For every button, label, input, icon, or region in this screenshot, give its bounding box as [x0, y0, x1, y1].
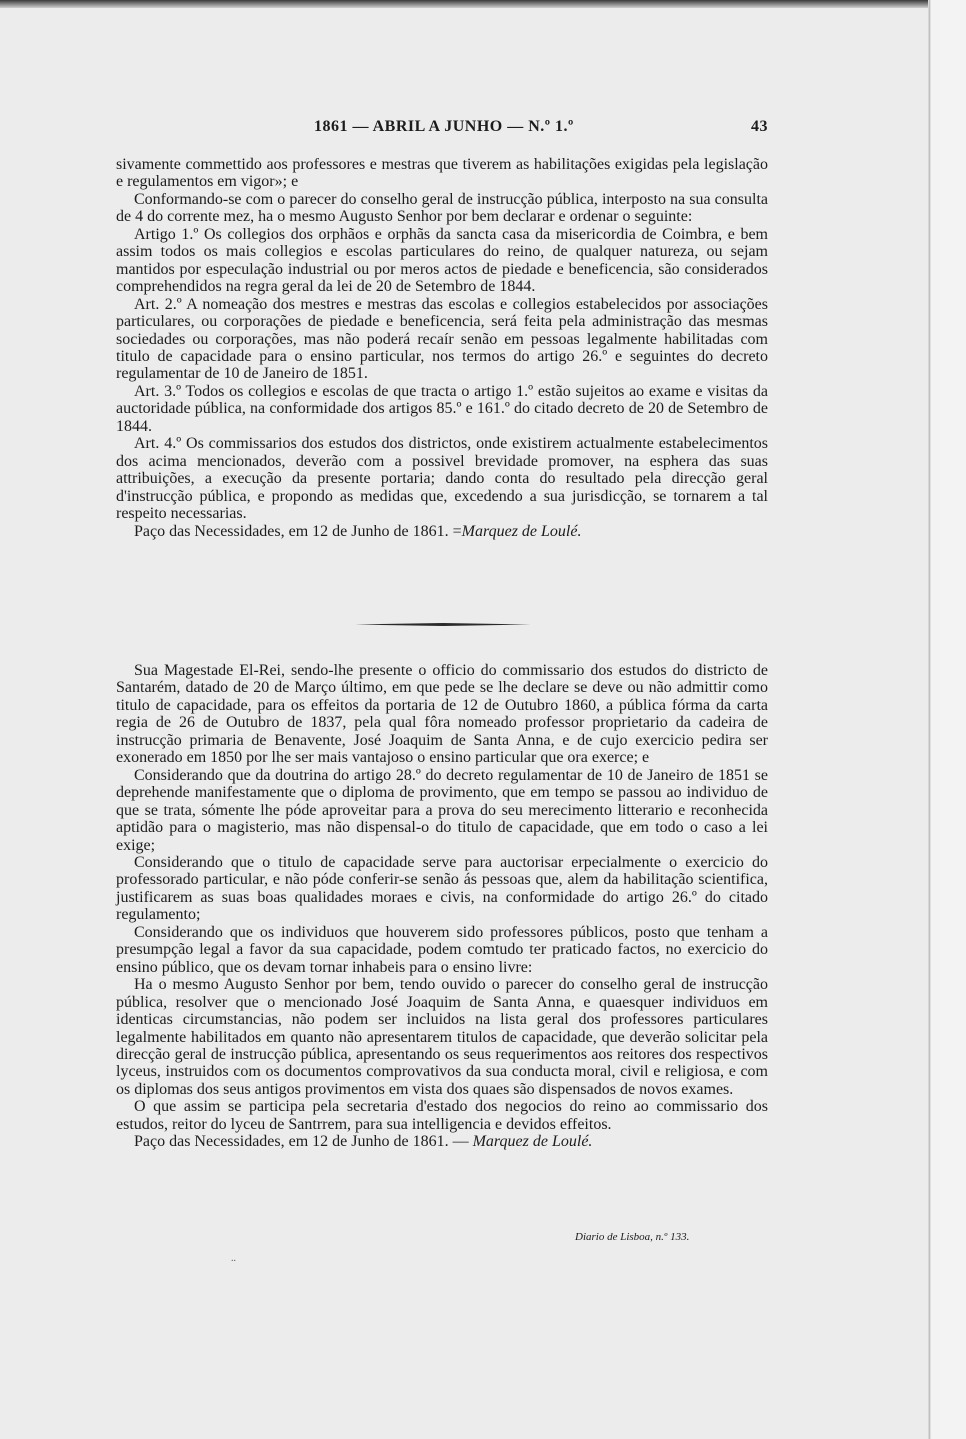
- marginal-mark: ..: [231, 1253, 236, 1264]
- paragraph: O que assim se participa pela secretaria d'estado dos negocios do reino ao commissario dos estudos, reitor do lyceu de Santrrem, para sua intelligencia e devidos effeitos.: [116, 1098, 768, 1133]
- signature: Marquez de Loulé.: [461, 522, 582, 540]
- paragraph: Art. 3.º Todos os collegios e escolas de que tracta o artigo 1.º estão sujeitos ao exame e visitas da auctoridade pública, na conformidade dos artigos 85.º e 161.º do citado decreto de 20 de Setembro de 1844.: [116, 382, 768, 435]
- page-margin-strip: [931, 0, 966, 1439]
- page-number: 43: [751, 118, 768, 135]
- page-header: [116, 118, 768, 142]
- running-title: 1861 — ABRIL A JUNHO — N.º 1.º: [314, 118, 574, 135]
- signature: Marquez de Loulé.: [472, 1133, 593, 1151]
- paragraph: Sua Magestade El-Rei, sendo-lhe presente o officio do commissario dos estudos do districto de Santarém, datado de 20 de Março último, em que pede se lhe declare se deve ou não admittir como titulo de capacidade, para os effeitos da portaria de 12 de Outubro 1860, a pública fórma da carta regia de 26 de Outubro de 1837, pela qual fôra nomeado professor proprietario da cadeira de instrucção primaria de Benavente, José Joaquim de Santa Anna, e de cujo exercicio pedira ser exonerado em 1850 por lhe ser mais vantajoso o ensino particular que ora exerce; e: [116, 662, 768, 767]
- paragraph: sivamente commettido aos professores e mestras que tiverem as habilitações exigidas pela legislação e regulamentos em vigor»; e: [116, 156, 768, 191]
- paragraph: Art. 4.º Os commissarios dos estudos dos districtos, onde existirem actualmente estabelecimentos dos acima mencionados, deverão com a possivel brevidade promover, na esphera das suas attribuições, a execução da presente portaria; dando conta do resultado pela direcção geral d'instrucção pública, e propondo as medidas que, excedendo a sua jurisdicção, se tornarem a tal respeito necessarias.: [116, 435, 768, 523]
- closing-line: [116, 523, 768, 540]
- closing-text: Paço das Necessidades, em 12 de Junho de 1861. =: [134, 522, 462, 540]
- page-top-edge: [0, 0, 966, 8]
- paragraph: Considerando que o titulo de capacidade serve para auctorisar erpecialmente o exercicio do professorado particular, e não póde conferir-se senão ás pessoas que, alem da habilitação scientifica, justificarem as suas boas qualidades moraes e civis, na conformidade do artigo 26.º do citado regulamento;: [116, 853, 768, 924]
- closing-line: [116, 1133, 768, 1150]
- closing-text: Paço das Necessidades, em 12 de Junho de 1861. —: [134, 1133, 469, 1151]
- portaria-section-2: [116, 662, 768, 1151]
- paragraph: Considerando que da doutrina do artigo 28.º do decreto regulamentar de 10 de Janeiro de 1851 se deprehende manifestamente que o diploma de provimento, que em tempo se passou ao individuo de que se trata, sómente lhe póde aproveitar para a prova do seu merecimento litterario e reconhecida aptidão para o magisterio, mas não dispensal-o do titulo de capacidade, que em todo o caso a lei exige;: [116, 766, 768, 854]
- section-divider: [355, 623, 531, 626]
- portaria-section-1: [116, 156, 768, 540]
- source-citation: Diario de Lisboa, n.º 133.: [575, 1231, 690, 1243]
- paragraph: Conformando-se com o parecer do conselho geral de instrucção pública, interposto na sua consulta de 4 do corrente mez, ha o mesmo Augusto Senhor por bem declarar e ordenar o seguinte:: [116, 190, 768, 226]
- paragraph: Considerando que os individuos que houverem sido professores públicos, posto que tenham a presumpção legal a favor da sua capacidade, podem comtudo ter praticado factos, no exercicio do ensino público, que os devam tornar inhabeis para o ensino livre:: [116, 923, 768, 976]
- paragraph: Artigo 1.º Os collegios dos orphãos e orphãs da sancta casa da misericordia de Coimbra, e bem assim todos os mais collegios e escolas particulares do reino, de qualquer natureza, ou sejam mantidos por especulação industrial ou por meros actos de piedade e beneficencia, são considerados comprehendidos na regra geral da lei de 20 de Setembro de 1844.: [116, 225, 768, 296]
- paragraph: Ha o mesmo Augusto Senhor por bem, tendo ouvido o parecer do conselho geral de instrucção pública, resolver que o mencionado José Joaquim de Santa Anna, e quaesquer individuos em identicas circumstancias, não podem ser incluidos na lista geral dos professores particulares legalmente habilitados em quanto não apresentarem titulos de capacidade, que deverão solicitar pela direcção geral de instrucção pública, apresentando os seus requerimentos aos reitores dos respectivos lyceus, instruidos com os documentos comprovativos da sua conducta moral, civil e religiosa, e com os diplomas dos seus antigos provimentos em vista dos quaes são dispensados de novos exames.: [116, 976, 768, 1098]
- paragraph: Art. 2.º A nomeação dos mestres e mestras das escolas e collegios estabelecidos por associações particulares, ou corporações de piedade e beneficencia, será feita pela administração das mesmas sociedades ou corporações, mas não poderá recaír senão em pessoas legalmente habilitadas com titulo de capacidade para o ensino particular, nos termos do artigo 26.º e seguintes do decreto regulamentar de 10 de Janeiro de 1851.: [116, 295, 768, 383]
